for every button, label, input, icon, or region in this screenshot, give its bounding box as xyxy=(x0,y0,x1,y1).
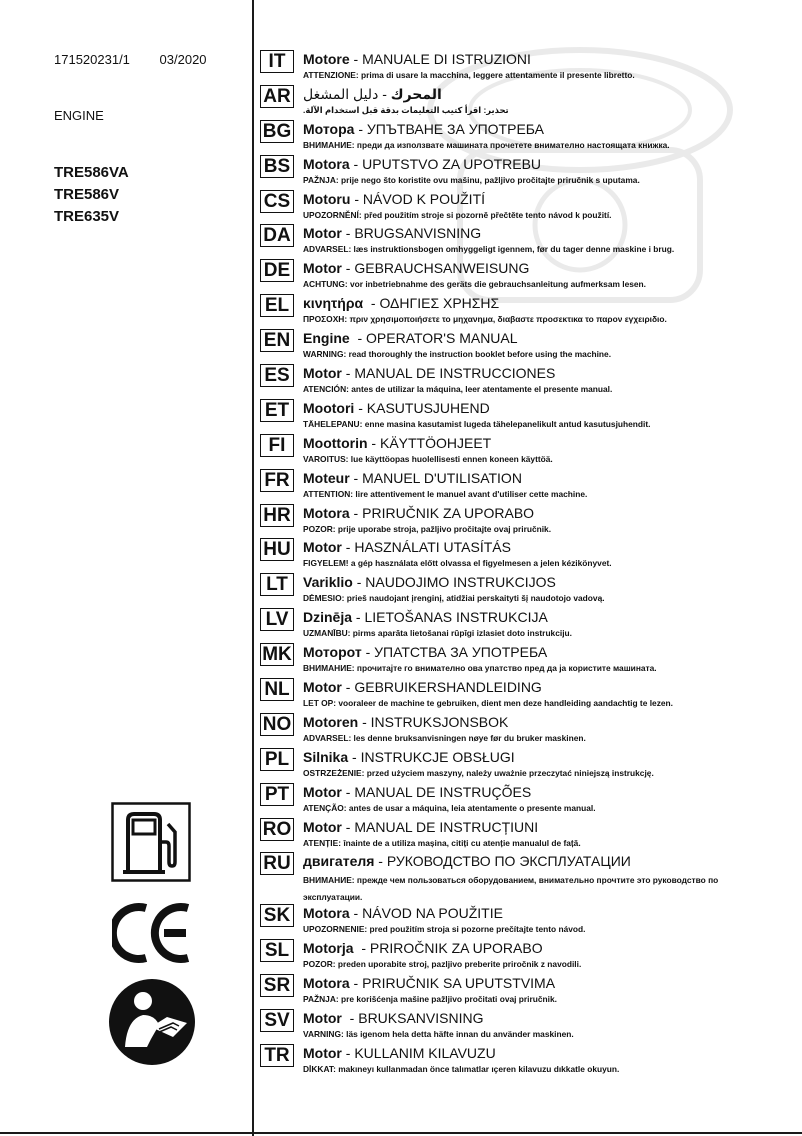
manual-title xyxy=(303,974,555,992)
warning-text: POZOR: preden uporabite stroj, pazljivo preberite priročnik z navodili. xyxy=(303,959,582,970)
engine-word: Motor xyxy=(303,365,342,382)
manual-title-text: РУКОВОДСТВО ПО ЭКСПЛУАТАЦИИ xyxy=(386,853,631,870)
language-code-box: MK xyxy=(260,643,294,666)
manual-title xyxy=(303,748,515,766)
title-separator: - xyxy=(363,295,380,312)
language-row-en xyxy=(260,329,800,364)
title-separator: - xyxy=(341,679,355,696)
manual-title-text: INSTRUKSJONSBOK xyxy=(370,713,509,730)
title-separator: - xyxy=(349,51,363,67)
engine-word: Моторот xyxy=(303,644,362,661)
manual-title-text: MANUALE DI ISTRUZIONI xyxy=(362,51,531,67)
title-separator: - xyxy=(341,783,355,800)
manual-title xyxy=(303,364,555,382)
engine-word: Motoren xyxy=(303,713,359,730)
language-row-it xyxy=(260,50,800,85)
manual-title xyxy=(303,904,503,922)
engine-word: Motora xyxy=(303,504,350,521)
language-row-ro xyxy=(260,818,800,853)
engine-word: Motor xyxy=(303,1045,342,1062)
manual-title-text: MANUAL DE INSTRUÇÕES xyxy=(354,783,532,800)
title-separator: - xyxy=(349,155,363,172)
engine-word: Мотора xyxy=(303,120,355,137)
document-code: 171520231/1 xyxy=(54,52,130,67)
engine-word: Motor xyxy=(303,539,342,556)
vertical-divider xyxy=(252,0,254,1136)
engine-word: Variklio xyxy=(303,574,353,591)
engine-word: Mootori xyxy=(303,399,355,416)
language-row-bs xyxy=(260,155,800,190)
manual-title-text: ΟΔΗΓΙΕΣ ΧΡΗΣΗΣ xyxy=(379,295,500,312)
language-row-cs xyxy=(260,190,800,225)
manual-title xyxy=(303,294,499,312)
title-separator: - xyxy=(378,85,391,102)
language-code-box: SR xyxy=(260,974,294,997)
engine-word: Motor xyxy=(303,679,342,696)
title-separator: - xyxy=(367,434,380,451)
language-row-bg xyxy=(260,120,800,155)
language-code-box: HU xyxy=(260,538,294,561)
title-separator: - xyxy=(349,469,363,486)
warning-text: POZOR: prije uporabe stroja, pažljivo pročitajte ovaj priručnik. xyxy=(303,523,552,534)
manual-title-text: MANUEL D'UTILISATION xyxy=(362,469,522,486)
title-separator: - xyxy=(353,940,370,957)
manual-title xyxy=(303,608,548,626)
language-code-box: RU xyxy=(260,852,294,875)
engine-label: ENGINE xyxy=(54,108,104,123)
warning-text: VAROITUS: lue käyttöopas huolellisesti ennen koneen käyttöä. xyxy=(303,453,553,464)
language-code-box: SV xyxy=(260,1009,294,1032)
warning-text: LET OP: vooraleer de machine te gebruiken, dient men deze handleiding aandachtig te lezen. xyxy=(303,698,673,709)
language-code-box: NL xyxy=(260,678,294,701)
language-code-box: FI xyxy=(260,434,294,457)
warning-text: PAŽNJA: prije nego što koristite ovu mašinu, pažljivo pročitajte priručnik s uputama. xyxy=(303,174,640,185)
manual-title xyxy=(303,399,490,417)
manual-title xyxy=(303,713,508,731)
language-code-box: IT xyxy=(260,50,294,73)
warning-text: ВНИМАНИЕ: прочитајте го внимателно ова упатство пред да ја користите машината. xyxy=(303,663,657,674)
manual-title-text: UPUTSTVO ZA UPOTREBU xyxy=(362,155,542,172)
engine-word: Motoru xyxy=(303,190,351,207)
language-code-box: DE xyxy=(260,259,294,282)
warning-text: ВНИМАНИЕ: преди да използвате машината прочетете внимателно настоящата книжка. xyxy=(303,139,670,150)
manual-title xyxy=(303,573,556,591)
warning-text: UPOZORNĚNÍ: před použitím stroje si pozorně přečtěte tento návod k použití. xyxy=(303,209,612,220)
language-row-da xyxy=(260,224,800,259)
manual-title xyxy=(303,259,529,277)
language-code-box: NO xyxy=(260,713,294,736)
manual-title xyxy=(303,155,541,173)
engine-word: Motorja xyxy=(303,940,354,957)
manual-title xyxy=(303,504,534,522)
language-row-nl xyxy=(260,678,800,713)
language-row-fi xyxy=(260,434,800,469)
warning-text: ATENÇÃO: antes de usar a máquina, leia atentamente o presente manual. xyxy=(303,802,596,813)
language-code-box: FR xyxy=(260,469,294,492)
title-separator: - xyxy=(374,853,387,870)
manual-title xyxy=(303,85,442,103)
language-row-ar xyxy=(260,85,800,120)
engine-word: Motora xyxy=(303,905,350,922)
manual-title-text: LIETOŠANAS INSTRUKCIJA xyxy=(364,609,548,626)
manual-title-text: KULLANIM KILAVUZU xyxy=(354,1045,496,1062)
left-column xyxy=(0,0,252,1136)
language-row-lt xyxy=(260,573,800,608)
language-row-lv xyxy=(260,608,800,643)
manual-title-text: KÄYTTÖOHJEET xyxy=(379,434,492,451)
language-row-mk xyxy=(260,643,800,678)
manual-title-text: УПЪТВАНЕ ЗА УПОТРЕБА xyxy=(366,120,545,137)
manual-title-text: MANUAL DE INSTRUCȚIUNI xyxy=(354,818,539,835)
engine-word: Moteur xyxy=(303,469,350,486)
manual-title-text: BRUGSANVISNING xyxy=(354,225,482,242)
manual-title xyxy=(303,538,511,556)
model-name: TRE635V xyxy=(54,208,120,225)
read-manual-icon xyxy=(107,977,197,1067)
language-row-es xyxy=(260,364,800,399)
language-code-box: BS xyxy=(260,155,294,178)
manual-title-text: KASUTUSJUHEND xyxy=(366,399,490,416)
warning-text: ADVARSEL: læs instruktionsbogen omhyggeligt igennem, før du tager denne maskine i brug. xyxy=(303,244,675,255)
title-separator: - xyxy=(341,260,355,277)
warning-text: UZMANĪBU: pirms aparāta lietošanai rūpīgi izlasiet doto instrukciju. xyxy=(303,628,572,639)
title-separator: - xyxy=(341,539,355,556)
engine-word: Motore xyxy=(303,51,350,67)
language-code-box: DA xyxy=(260,224,294,247)
language-code-box: PT xyxy=(260,783,294,806)
engine-word: Motor xyxy=(303,818,342,835)
title-separator: - xyxy=(352,574,366,591)
manual-title-text: NÁVOD K POUŽITÍ xyxy=(362,190,486,207)
manual-title-text: УПАТСТВА ЗА УПОТРЕБА xyxy=(374,644,548,661)
title-separator: - xyxy=(349,905,363,922)
manual-title-text: HASZNÁLATI UTASÍTÁS xyxy=(354,539,511,556)
manual-title xyxy=(303,1044,496,1062)
language-row-sl xyxy=(260,939,800,974)
warning-text: WARNING: read thoroughly the instruction booklet before using the machine. xyxy=(303,349,612,360)
title-separator: - xyxy=(349,330,367,347)
manual-title xyxy=(303,329,518,347)
engine-word: Motor xyxy=(303,783,342,800)
warning-text: ВНИМАНИЕ: прежде чем пользоваться оборудованием, внимательно прочтите это руководство по эксплуатации. xyxy=(303,875,719,903)
warning-text: TÄHELEPANU: enne masina kasutamist lugeda tähelepanelikult antud kasutusjuhendit. xyxy=(303,418,651,429)
engine-word: Silnika xyxy=(303,748,349,765)
language-code-box: TR xyxy=(260,1044,294,1067)
manual-title xyxy=(303,678,542,696)
language-row-sk xyxy=(260,904,800,939)
manual-title-text: دليل المشغل xyxy=(303,85,379,102)
manual-title xyxy=(303,852,631,870)
language-code-box: ES xyxy=(260,364,294,387)
manual-title xyxy=(303,50,531,68)
engine-word: Motor xyxy=(303,225,342,242)
warning-text: ADVARSEL: les denne bruksanvisningen nøye før du bruker maskinen. xyxy=(303,732,586,743)
manual-title xyxy=(303,1009,483,1027)
engine-word: κινητήρα xyxy=(303,295,364,312)
engine-word: Motora xyxy=(303,975,350,992)
title-separator: - xyxy=(349,504,363,521)
warning-text: DĖMESIO: prieš naudojant įrenginį, atidžiai perskaityti šį naudotojo vadovą. xyxy=(303,593,605,604)
language-code-box: EN xyxy=(260,329,294,352)
language-code-box: SL xyxy=(260,939,294,962)
language-code-box: CS xyxy=(260,190,294,213)
title-separator: - xyxy=(354,120,367,137)
engine-word: Dzinēja xyxy=(303,609,353,626)
manual-title-text: GEBRAUCHSANWEISUNG xyxy=(354,260,530,277)
engine-word: Motor xyxy=(303,1010,342,1027)
language-row-no xyxy=(260,713,800,748)
manual-title xyxy=(303,190,485,208)
manual-title-text: INSTRUKCJE OBSŁUGI xyxy=(360,748,515,765)
title-separator: - xyxy=(358,713,371,730)
title-separator: - xyxy=(341,365,355,382)
warning-text: ATENCIÓN: antes de utilizar la máquina, leer atentamente el presente manual. xyxy=(303,384,613,395)
title-separator: - xyxy=(348,748,361,765)
warning-text: ATTENZIONE: prima di usare la macchina, leggere attentamente il presente libretto. xyxy=(303,70,635,80)
language-row-hu xyxy=(260,538,800,573)
manual-title xyxy=(303,818,538,836)
model-list xyxy=(54,162,129,228)
warning-text: ACHTUNG: vor inbetriebnahme des geräts die gebrauchsanleitung aufmerksam lesen. xyxy=(303,279,646,290)
manual-title-text: BRUKSANVISNING xyxy=(358,1010,484,1027)
manual-title-text: PRIROČNIK ZA UPORABO xyxy=(369,940,543,957)
document-code-line xyxy=(54,52,207,67)
language-code-box: BG xyxy=(260,120,294,143)
warning-text: ATENȚIE: înainte de a utiliza mașina, citiți cu atenție manualul de față. xyxy=(303,837,581,848)
warning-text: FIGYELEM! a gép használata előtt olvassa el figyelmesen a jelen kézikönyvet. xyxy=(303,558,612,569)
manual-title-text: NÁVOD NA POUŽITIE xyxy=(362,905,503,922)
engine-word: Motor xyxy=(303,260,342,277)
title-separator: - xyxy=(341,225,355,242)
warning-text: OSTRZEŻENIE: przed użyciem maszyny, należy uważnie przeczytać niniejszą instrukcję. xyxy=(303,767,654,778)
title-separator: - xyxy=(341,1010,359,1027)
language-row-tr xyxy=(260,1044,800,1079)
engine-word: Engine xyxy=(303,330,350,347)
manual-title xyxy=(303,120,544,138)
manual-title xyxy=(303,224,481,242)
engine-word: двигателя xyxy=(303,853,375,870)
language-code-box: PL xyxy=(260,748,294,771)
title-separator: - xyxy=(341,1045,355,1062)
title-separator: - xyxy=(352,609,365,626)
manual-title xyxy=(303,643,547,661)
manual-title-text: PRIRUČNIK ZA UPORABO xyxy=(362,504,535,521)
language-row-pl xyxy=(260,748,800,783)
manual-title-text: GEBRUIKERSHANDLEIDING xyxy=(354,679,542,696)
manual-title xyxy=(303,939,543,957)
warning-text: ΠΡΟΣΟΧΗ: πριν χρησιμοποιήσετε το μηχανημα, διαβαστε προσεκτικα το παρον εγχειριδιο. xyxy=(303,314,667,325)
fuel-pump-icon xyxy=(111,802,191,882)
language-row-et xyxy=(260,399,800,434)
title-separator: - xyxy=(350,190,363,207)
language-code-box: ET xyxy=(260,399,294,422)
engine-word: المحرك xyxy=(390,85,442,102)
model-name: TRE586V xyxy=(54,186,120,203)
warning-text: UPOZORNENIE: pred použitím stroja si pozorne prečítajte tento návod. xyxy=(303,924,586,935)
language-row-sv xyxy=(260,1009,800,1044)
title-separator: - xyxy=(341,818,355,835)
language-row-pt xyxy=(260,783,800,818)
engine-word: Motora xyxy=(303,155,350,172)
warning-text: PAŽNJA: pre korišćenja mašine pažljivo pročitati ovaj priručnik. xyxy=(303,994,557,1005)
engine-word: Moottorin xyxy=(303,434,368,451)
warning-text: DİKKAT: makıneyı kullanmadan önce talımatlar ıçeren kilavuzu dıkkatle okuyun. xyxy=(303,1064,620,1075)
language-code-box: LT xyxy=(260,573,294,596)
manual-title xyxy=(303,434,491,452)
language-code-box: HR xyxy=(260,504,294,527)
warning-text: VARNING: läs igenom hela detta häfte innan du använder maskinen. xyxy=(303,1029,574,1040)
ce-mark-icon xyxy=(112,902,192,964)
language-row-sr xyxy=(260,974,800,1009)
model-name: TRE586VA xyxy=(54,164,129,181)
language-row-el xyxy=(260,294,800,329)
manual-title-text: NAUDOJIMO INSTRUKCIJOS xyxy=(365,574,556,591)
language-code-box: RO xyxy=(260,818,294,841)
language-code-box: SK xyxy=(260,904,294,927)
language-row-ru xyxy=(260,852,800,904)
manual-title-text: PRIRUČNIK SA UPUTSTVIMA xyxy=(362,975,556,992)
manual-title-text: OPERATOR'S MANUAL xyxy=(366,330,518,347)
language-code-box: EL xyxy=(260,294,294,317)
manual-title xyxy=(303,783,531,801)
manual-title xyxy=(303,469,522,487)
title-separator: - xyxy=(354,399,367,416)
language-row-fr xyxy=(260,469,800,504)
language-row-hr xyxy=(260,504,800,539)
manual-title-text: MANUAL DE INSTRUCCIONES xyxy=(354,365,556,382)
language-list xyxy=(260,50,800,1079)
document-date: 03/2020 xyxy=(159,52,207,67)
language-code-box: LV xyxy=(260,608,294,631)
bottom-rule xyxy=(0,1132,802,1134)
warning-text: تحذير: اقرأ كتيب التعليمات بدقة قبل استخدام الآلة. xyxy=(303,104,509,115)
title-separator: - xyxy=(349,975,363,992)
title-separator: - xyxy=(361,644,375,661)
warning-text: ATTENTION: lire attentivement le manuel avant d'utiliser cette machine. xyxy=(303,488,588,499)
language-code-box: AR xyxy=(260,85,294,108)
language-row-de xyxy=(260,259,800,294)
